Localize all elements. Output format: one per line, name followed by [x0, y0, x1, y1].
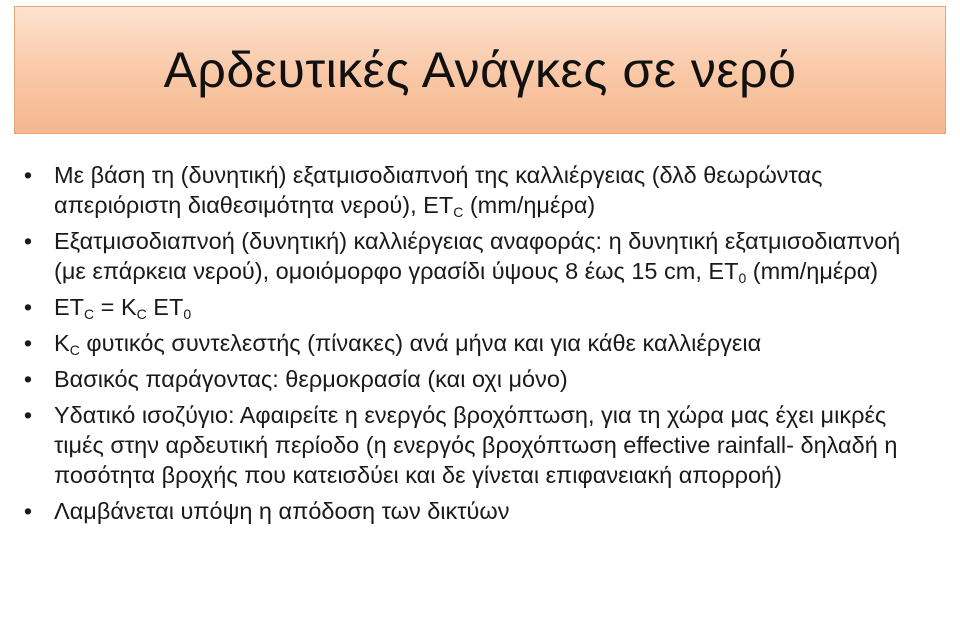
subscript: C	[453, 204, 464, 220]
bullet-text: = K	[94, 294, 137, 320]
slide-title: Αρδευτικές Ανάγκες σε νερό	[163, 42, 797, 98]
bullet-dot-icon: •	[23, 330, 33, 356]
bullet-item-formula	[18, 292, 938, 322]
subscript: 0	[183, 306, 192, 322]
subscript: 0	[738, 270, 747, 286]
bullet-list	[18, 160, 938, 526]
subscript: C	[84, 306, 95, 322]
bullet-text: K	[54, 330, 70, 356]
bullet-text: Εξατμισοδιαπνοή (δυνητική) καλλιέργειας αναφοράς: η δυνητική εξατμισοδιαπνοή (με επάρκεια νερού), ομοιόμορφο γρασίδι ύψους 8 έως 15 cm, ET	[54, 228, 901, 284]
subscript: C	[69, 342, 80, 358]
bullet-text: Με βάση τη (δυνητική) εξατμισοδιαπνοή της καλλιέργειας (δλδ θεωρώντας απεριόριστη διαθεσιμότητα νερού), ET	[54, 162, 823, 218]
bullet-item-kc	[18, 328, 938, 358]
slide-content	[18, 160, 938, 532]
bullet-dot-icon: •	[23, 228, 33, 254]
bullet-item-et-0	[18, 226, 938, 286]
bullet-dot-icon: •	[23, 366, 33, 392]
bullet-dot-icon: •	[23, 162, 33, 188]
bullet-text: ET	[54, 294, 85, 320]
bullet-text: Λαμβάνεται υπόψη η απόδοση των δικτύων	[54, 498, 510, 524]
bullet-dot-icon: •	[23, 402, 33, 428]
bullet-text: Βασικός παράγοντας: θερμοκρασία (και οχι μόνο)	[54, 366, 568, 392]
bullet-dot-icon: •	[23, 294, 33, 320]
bullet-text: Υδατικό ισοζύγιο: Αφαιρείτε η ενεργός βροχόπτωση, για τη χώρα μας έχει μικρές τιμές στην αρδευτική περίοδο (η ενεργός βροχόπτωση effective rainfall- δηλαδή η ποσότητα βροχής που κατεισδύει και δε γίνεται επιφανειακή απορροή)	[54, 402, 898, 488]
bullet-text: (mm/ημέρα)	[463, 192, 596, 218]
bullet-text: φυτικός συντελεστής (πίνακες) ανά μήνα και για κάθε καλλιέργεια	[79, 330, 762, 356]
bullet-text: (mm/ημέρα)	[746, 258, 879, 284]
slide-title-box	[14, 6, 946, 134]
bullet-item-temperature	[18, 364, 938, 394]
subscript: C	[136, 306, 147, 322]
bullet-item-network-efficiency	[18, 496, 938, 526]
bullet-item-water-balance	[18, 400, 938, 490]
bullet-text: ET	[146, 294, 184, 320]
bullet-dot-icon: •	[23, 498, 33, 524]
bullet-item-et-c	[18, 160, 938, 220]
